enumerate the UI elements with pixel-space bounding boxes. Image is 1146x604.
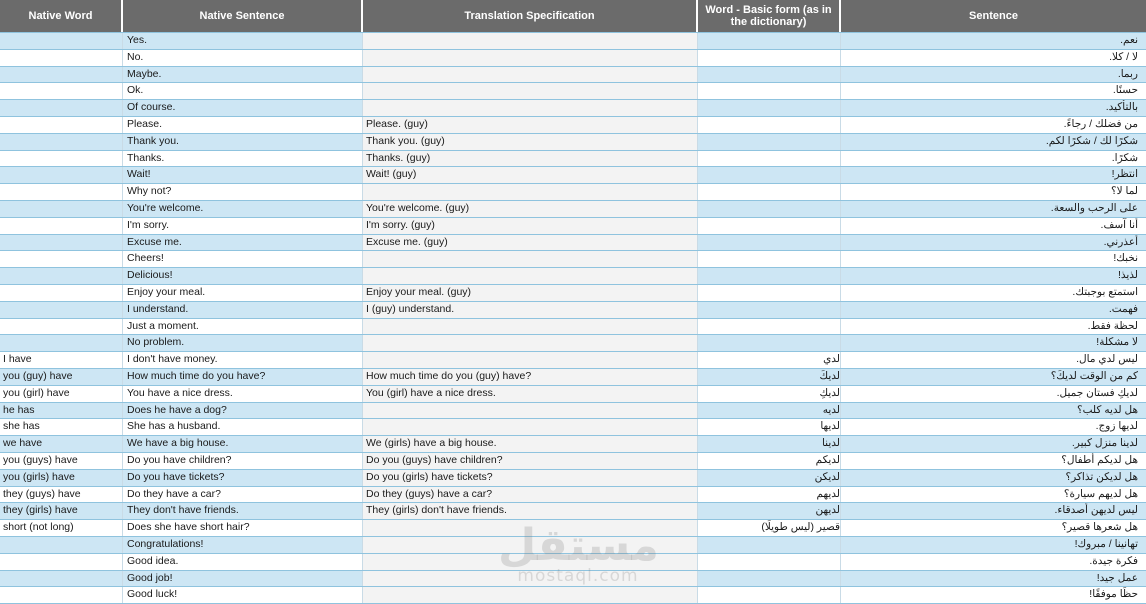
header-row [0, 0, 1146, 32]
cell-translation-spec[interactable]: They (girls) don't have friends. [363, 503, 698, 519]
cell-word-basic-form[interactable] [698, 117, 841, 133]
cell-translation-spec[interactable] [363, 403, 698, 419]
table-row [0, 335, 1146, 352]
table-body [0, 32, 1146, 604]
cell-word-basic-form[interactable]: قصير (ليس طويلًا) [698, 520, 841, 536]
cell-translation-spec[interactable] [363, 571, 698, 587]
cell-sentence[interactable]: استمتع بوجبتك. [1072, 285, 1138, 298]
cell-sentence[interactable]: هل لديه كلب؟ [1077, 403, 1138, 416]
cell-native-word[interactable] [0, 537, 123, 553]
cell-native-word[interactable]: she has [0, 419, 123, 435]
cell-native-sentence[interactable]: How much time do you have? [123, 369, 363, 385]
table-row [0, 436, 1146, 453]
cell-native-sentence[interactable]: They don't have friends. [123, 503, 363, 519]
cell-translation-spec[interactable] [363, 33, 698, 49]
cell-native-sentence[interactable]: I'm sorry. [123, 218, 363, 234]
cell-translation-spec[interactable]: I (guy) understand. [363, 302, 698, 318]
cell-native-sentence[interactable]: Cheers! [123, 251, 363, 267]
cell-native-sentence[interactable]: Do you have tickets? [123, 470, 363, 486]
table-row [0, 453, 1146, 470]
table-row [0, 403, 1146, 420]
cell-word-basic-form[interactable] [698, 571, 841, 587]
cell-word-basic-form[interactable] [698, 100, 841, 116]
cell-word-basic-form[interactable]: لديكِ [698, 386, 841, 402]
cell-word-basic-form[interactable]: لدي [698, 352, 841, 368]
cell-translation-spec[interactable]: You're welcome. (guy) [363, 201, 698, 217]
cell-word-basic-form[interactable] [698, 554, 841, 570]
cell-word-basic-form[interactable] [698, 83, 841, 99]
table-row [0, 503, 1146, 520]
cell-native-sentence[interactable]: She has a husband. [123, 419, 363, 435]
header-native-sentence[interactable]: Native Sentence [123, 0, 363, 32]
cell-native-word[interactable] [0, 335, 123, 351]
table-row [0, 571, 1146, 588]
cell-native-word[interactable] [0, 100, 123, 116]
cell-native-sentence[interactable]: Enjoy your meal. [123, 285, 363, 301]
cell-native-sentence[interactable]: No problem. [123, 335, 363, 351]
table-row [0, 352, 1146, 369]
cell-sentence[interactable]: لا مشكلة! [1096, 336, 1138, 349]
table-row [0, 218, 1146, 235]
cell-translation-spec[interactable] [363, 251, 698, 267]
header-translation-spec[interactable]: Translation Specification [363, 0, 698, 32]
cell-translation-spec[interactable] [363, 537, 698, 553]
cell-translation-spec[interactable] [363, 520, 698, 536]
cell-translation-spec[interactable]: You (girl) have a nice dress. [363, 386, 698, 402]
cell-translation-spec[interactable]: Do you (guys) have children? [363, 453, 698, 469]
cell-native-sentence[interactable]: Just a moment. [123, 319, 363, 335]
cell-word-basic-form[interactable] [698, 235, 841, 251]
cell-native-sentence[interactable]: Yes. [123, 33, 363, 49]
cell-word-basic-form[interactable] [698, 218, 841, 234]
header-sentence[interactable]: Sentence [841, 0, 1146, 32]
cell-native-sentence[interactable]: Thank you. [123, 134, 363, 150]
cell-native-word[interactable] [0, 268, 123, 284]
cell-native-word[interactable]: they (guys) have [0, 487, 123, 503]
cell-native-word[interactable]: we have [0, 436, 123, 452]
cell-sentence[interactable]: فهمت. [1108, 302, 1138, 315]
cell-sentence[interactable]: على الرحب والسعة. [1050, 201, 1138, 214]
cell-native-word[interactable] [0, 554, 123, 570]
cell-translation-spec[interactable] [363, 83, 698, 99]
cell-translation-spec[interactable] [363, 554, 698, 570]
cell-native-sentence[interactable]: I understand. [123, 302, 363, 318]
cell-native-word[interactable] [0, 117, 123, 133]
cell-sentence[interactable]: شكرًا. [1111, 151, 1138, 164]
cell-sentence[interactable]: نخبك! [1113, 252, 1138, 265]
cell-sentence[interactable]: ربما. [1117, 67, 1138, 80]
cell-native-word[interactable] [0, 587, 123, 603]
cell-native-sentence[interactable]: Congratulations! [123, 537, 363, 553]
cell-sentence[interactable]: هل لديكم أطفال؟ [1061, 453, 1138, 466]
table-row [0, 151, 1146, 168]
table-row [0, 319, 1146, 336]
table-row [0, 520, 1146, 537]
cell-word-basic-form[interactable] [698, 134, 841, 150]
cell-native-sentence[interactable]: Thanks. [123, 151, 363, 167]
cell-word-basic-form[interactable] [698, 67, 841, 83]
cell-sentence[interactable]: حسنًا. [1112, 84, 1138, 97]
cell-word-basic-form[interactable]: لديه [698, 403, 841, 419]
cell-native-sentence[interactable]: Do they have a car? [123, 487, 363, 503]
cell-word-basic-form[interactable]: لديكم [698, 453, 841, 469]
table-row [0, 33, 1146, 50]
cell-word-basic-form[interactable] [698, 285, 841, 301]
cell-sentence[interactable]: أنا آسف. [1100, 218, 1138, 231]
cell-sentence[interactable]: تهانينا / مبروك! [1074, 537, 1138, 550]
cell-native-word[interactable] [0, 83, 123, 99]
cell-native-word[interactable] [0, 285, 123, 301]
watermark-latin: mostaql.com [517, 566, 639, 586]
cell-translation-spec[interactable] [363, 268, 698, 284]
cell-word-basic-form[interactable]: لديها [698, 419, 841, 435]
cell-native-sentence[interactable]: Ok. [123, 83, 363, 99]
cell-translation-spec[interactable] [363, 184, 698, 200]
cell-sentence[interactable]: لديها زوج. [1095, 420, 1138, 433]
cell-translation-spec[interactable]: Enjoy your meal. (guy) [363, 285, 698, 301]
table-row [0, 251, 1146, 268]
cell-native-word[interactable] [0, 302, 123, 318]
table-row [0, 67, 1146, 84]
cell-native-sentence[interactable]: Maybe. [123, 67, 363, 83]
cell-translation-spec[interactable]: Thanks. (guy) [363, 151, 698, 167]
cell-word-basic-form[interactable] [698, 184, 841, 200]
cell-native-word[interactable] [0, 251, 123, 267]
table-row [0, 50, 1146, 67]
cell-sentence[interactable]: أعذرني. [1103, 235, 1138, 248]
table-row [0, 587, 1146, 604]
table-row [0, 201, 1146, 218]
cell-native-word[interactable] [0, 167, 123, 183]
cell-translation-spec[interactable]: Please. (guy) [363, 117, 698, 133]
cell-word-basic-form[interactable]: لديهم [698, 487, 841, 503]
table-row [0, 134, 1146, 151]
cell-native-word[interactable] [0, 67, 123, 83]
cell-word-basic-form[interactable] [698, 335, 841, 351]
table-row [0, 100, 1146, 117]
cell-native-word[interactable]: you (guy) have [0, 369, 123, 385]
cell-translation-spec[interactable] [363, 335, 698, 351]
watermark-arabic: مستقل [498, 520, 659, 571]
cell-translation-spec[interactable]: Thank you. (guy) [363, 134, 698, 150]
table-row [0, 537, 1146, 554]
cell-sentence[interactable]: لا / كلا. [1109, 50, 1138, 63]
cell-sentence[interactable]: انتظر! [1111, 168, 1138, 181]
table-row [0, 302, 1146, 319]
cell-translation-spec[interactable] [363, 352, 698, 368]
cell-word-basic-form[interactable] [698, 537, 841, 553]
cell-translation-spec[interactable]: Do you (girls) have tickets? [363, 470, 698, 486]
table-row [0, 83, 1146, 100]
cell-word-basic-form[interactable] [698, 268, 841, 284]
cell-word-basic-form[interactable]: لدينا [698, 436, 841, 452]
cell-sentence[interactable]: نعم. [1120, 34, 1138, 46]
cell-word-basic-form[interactable] [698, 167, 841, 183]
cell-word-basic-form[interactable] [698, 251, 841, 267]
cell-native-sentence[interactable]: We have a big house. [123, 436, 363, 452]
cell-word-basic-form[interactable] [698, 50, 841, 66]
cell-word-basic-form[interactable] [698, 319, 841, 335]
cell-translation-spec[interactable]: Wait! (guy) [363, 167, 698, 183]
cell-sentence[interactable]: لحظة فقط. [1087, 319, 1138, 332]
cell-word-basic-form[interactable]: لديهن [698, 503, 841, 519]
cell-translation-spec[interactable]: Excuse me. (guy) [363, 235, 698, 251]
cell-native-sentence[interactable]: Delicious! [123, 268, 363, 284]
cell-sentence[interactable]: كم من الوقت لديكَ؟ [1050, 369, 1138, 382]
table-row [0, 184, 1146, 201]
cell-native-sentence[interactable]: Wait! [123, 167, 363, 183]
cell-sentence[interactable]: بالتأكيد. [1105, 101, 1138, 114]
cell-native-word[interactable] [0, 33, 123, 49]
cell-native-word[interactable]: short (not long) [0, 520, 123, 536]
cell-translation-spec[interactable]: How much time do you (guy) have? [363, 369, 698, 385]
cell-native-sentence[interactable]: Excuse me. [123, 235, 363, 251]
cell-sentence[interactable]: لما لا؟ [1111, 185, 1138, 198]
cell-sentence[interactable]: هل لديهم سيارة؟ [1063, 487, 1138, 500]
cell-native-word[interactable] [0, 184, 123, 200]
cell-translation-spec[interactable]: I'm sorry. (guy) [363, 218, 698, 234]
table-row [0, 285, 1146, 302]
cell-native-word[interactable]: you (girl) have [0, 386, 123, 402]
cell-native-sentence[interactable]: Does she have short hair? [123, 520, 363, 536]
cell-sentence[interactable]: من فضلك / رجاءً. [1063, 117, 1138, 130]
cell-sentence[interactable]: لذيذ! [1117, 269, 1138, 282]
table-row [0, 167, 1146, 184]
cell-translation-spec[interactable] [363, 50, 698, 66]
cell-native-sentence[interactable]: Good idea. [123, 554, 363, 570]
cell-translation-spec[interactable] [363, 587, 698, 603]
cell-word-basic-form[interactable] [698, 33, 841, 49]
table-row [0, 386, 1146, 403]
cell-word-basic-form[interactable] [698, 151, 841, 167]
cell-native-word[interactable] [0, 201, 123, 217]
cell-native-word[interactable]: you (guys) have [0, 453, 123, 469]
cell-native-sentence[interactable]: You have a nice dress. [123, 386, 363, 402]
cell-sentence[interactable]: حظًا موفقًا! [1089, 588, 1138, 601]
table-row [0, 419, 1146, 436]
cell-native-word[interactable] [0, 235, 123, 251]
cell-word-basic-form[interactable]: لديكَ [698, 369, 841, 385]
cell-native-word[interactable] [0, 319, 123, 335]
cell-native-sentence[interactable]: Please. [123, 117, 363, 133]
cell-translation-spec[interactable] [363, 419, 698, 435]
cell-sentence[interactable]: فكرة جيدة. [1089, 554, 1138, 567]
cell-native-word[interactable] [0, 50, 123, 66]
cell-native-sentence[interactable]: I don't have money. [123, 352, 363, 368]
cell-native-sentence[interactable]: Of course. [123, 100, 363, 116]
cell-translation-spec[interactable] [363, 319, 698, 335]
cell-native-sentence[interactable]: Good luck! [123, 587, 363, 603]
cell-native-sentence[interactable]: Does he have a dog? [123, 403, 363, 419]
cell-native-word[interactable]: they (girls) have [0, 503, 123, 519]
cell-native-sentence[interactable]: Why not? [123, 184, 363, 200]
cell-sentence[interactable]: لدينا منزل كبير. [1071, 437, 1138, 450]
cell-native-word[interactable]: he has [0, 403, 123, 419]
cell-word-basic-form[interactable] [698, 302, 841, 318]
cell-native-word[interactable] [0, 218, 123, 234]
cell-sentence[interactable]: ليس لديهن أصدقاء. [1054, 504, 1138, 517]
table-row [0, 369, 1146, 386]
cell-translation-spec[interactable]: Do they (guys) have a car? [363, 487, 698, 503]
cell-native-sentence[interactable]: You're welcome. [123, 201, 363, 217]
cell-sentence[interactable]: لديكِ فستان جميل. [1056, 386, 1138, 399]
cell-word-basic-form[interactable]: لديكن [698, 470, 841, 486]
table-row [0, 268, 1146, 285]
cell-sentence[interactable]: ليس لدي مال. [1076, 353, 1138, 366]
table-row [0, 554, 1146, 571]
cell-native-word[interactable]: you (girls) have [0, 470, 123, 486]
cell-native-word[interactable] [0, 571, 123, 587]
cell-native-word[interactable] [0, 134, 123, 150]
table-row [0, 470, 1146, 487]
cell-native-word[interactable] [0, 151, 123, 167]
header-native-word[interactable]: Native Word [0, 0, 123, 32]
cell-sentence[interactable]: هل شعرها قصير؟ [1061, 521, 1138, 534]
cell-translation-spec[interactable] [363, 67, 698, 83]
cell-word-basic-form[interactable] [698, 587, 841, 603]
cell-native-sentence[interactable]: Do you have children? [123, 453, 363, 469]
header-word-basic-form[interactable]: Word - Basic form (as in the dictionary) [698, 0, 841, 32]
cell-sentence[interactable]: عمل جيد! [1096, 571, 1138, 584]
cell-native-sentence[interactable]: No. [123, 50, 363, 66]
table-row [0, 487, 1146, 504]
table-row [0, 235, 1146, 252]
cell-translation-spec[interactable]: We (girls) have a big house. [363, 436, 698, 452]
cell-sentence[interactable]: شكرًا لك / شكرًا لكم. [1045, 134, 1138, 147]
cell-native-sentence[interactable]: Good job! [123, 571, 363, 587]
cell-word-basic-form[interactable] [698, 201, 841, 217]
cell-sentence[interactable]: هل لديكن تذاكر؟ [1065, 470, 1138, 483]
cell-native-word[interactable]: I have [0, 352, 123, 368]
cell-translation-spec[interactable] [363, 100, 698, 116]
table-row [0, 117, 1146, 134]
